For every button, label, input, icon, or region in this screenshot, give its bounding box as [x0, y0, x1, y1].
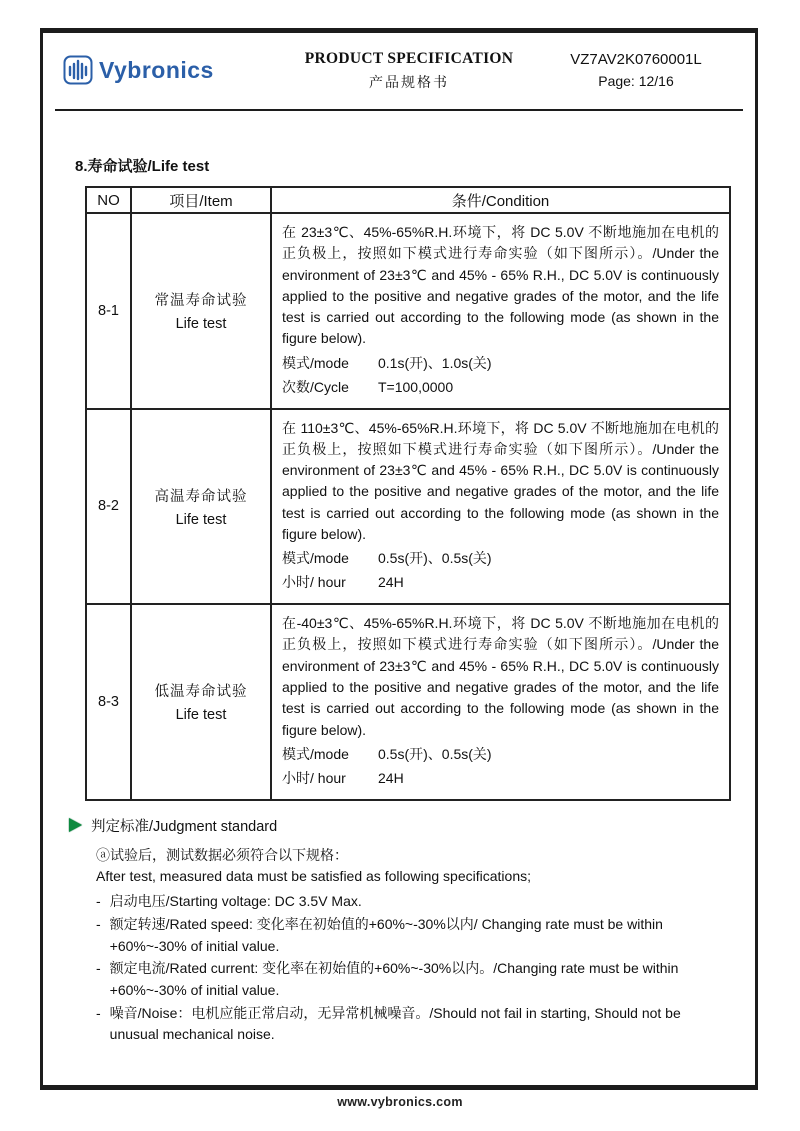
condition-paragraph [282, 222, 719, 350]
mode-label: 模式/mode [282, 745, 349, 762]
bullet-marker: - [96, 893, 101, 910]
cycle-label: 次数/Cycle [282, 378, 349, 395]
judgment-standard-heading [69, 815, 727, 836]
judgment-intro-en: After test, measured data must be satisfied as following specifications; [96, 868, 531, 885]
item-name-zh: 高温寿命试验 [154, 488, 248, 505]
mode-label: 模式/mode [282, 354, 349, 371]
logo-wordmark: Vybronics [99, 56, 214, 83]
vibration-waveform-icon [63, 55, 93, 85]
row-no: 8-3 [86, 604, 131, 800]
cycle-line [282, 377, 719, 398]
condition-text-en: /Under the environment of 23±3℃ and 45% - 65% R.H., DC 5.0V is continuously applied to the positive and negative grades of the motor, and the life test is carried out according to the following mode (as shown in the figure below). [282, 636, 720, 738]
judgment-intro-zh: ⓐ试验后，测试数据必须符合以下规格： [96, 846, 348, 863]
mode-value: 0.5s(开)、0.5s(关) [378, 550, 492, 567]
mode-label: 模式/mode [282, 550, 349, 567]
condition-paragraph [282, 418, 719, 546]
mode-value: 0.5s(开)、0.5s(关) [378, 745, 492, 762]
hour-label: 小时/ hour [282, 574, 346, 591]
bullet-text: 额定电流/Rated current: 变化率在初始值的+60%~-30%以内。/Changing rate must be within +60%~-30% of initial value. [109, 960, 679, 998]
condition-text-zh: 在 23±3℃、45%-65%R.H.环境下，将 DC 5.0V 不断地施加在电机的正负极上，按照如下模式进行寿命实验（如下图所示）。 [282, 224, 719, 262]
vybronics-logo [57, 55, 287, 85]
table-row [86, 409, 730, 605]
column-header-condition: 条件/Condition [271, 187, 730, 213]
list-item [96, 891, 724, 913]
row-no: 8-1 [86, 213, 131, 409]
condition-text-zh: 在 110±3℃、45%-65%R.H.环境下，将 DC 5.0V 不断地施加在电机的正负极上，按照如下模式进行寿命实验（如下图所示）。 [282, 419, 719, 457]
table-row [86, 213, 730, 409]
page-content [43, 155, 755, 1046]
mode-value: 0.1s(开)、1.0s(关) [378, 354, 492, 371]
row-condition [271, 409, 730, 605]
bullet-marker: - [96, 960, 101, 977]
hour-line [282, 572, 719, 593]
mode-line [282, 548, 719, 569]
judgment-standard-title: 判定标准/Judgment standard [91, 818, 278, 835]
condition-text-en: /Under the environment of 23±3℃ and 45% - 65% R.H., DC 5.0V is continuously applied to the positive and negative grades of the motor, and the life test is carried out according to the following mode (as shown in the figure below). [282, 440, 720, 542]
item-name-zh: 低温寿命试验 [154, 684, 248, 701]
row-item [131, 604, 271, 800]
bullet-marker: - [96, 915, 101, 932]
section-title: 8.寿命试验/Life test [75, 158, 210, 175]
item-name-zh: 常温寿命试验 [154, 293, 248, 310]
judgment-intro [96, 845, 724, 888]
list-item [96, 1003, 724, 1046]
row-item [131, 409, 271, 605]
item-name-en: Life test [175, 511, 227, 528]
row-no: 8-2 [86, 409, 131, 605]
document-meta [531, 51, 741, 90]
life-test-table [85, 186, 731, 801]
hour-label: 小时/ hour [282, 769, 346, 786]
cycle-value: T=100,0000 [378, 378, 454, 395]
header [43, 33, 755, 103]
page-frame [40, 28, 758, 1090]
judgment-standard-section [69, 815, 727, 1046]
bullet-marker: - [96, 1004, 101, 1021]
triangle-right-icon [69, 818, 82, 832]
column-header-item: 项目/Item [131, 187, 271, 213]
document-title-zh: 产品规格书 [369, 73, 449, 90]
list-item [96, 914, 724, 957]
table-row [86, 604, 730, 800]
hour-value: 24H [378, 574, 404, 591]
judgment-bullet-list [96, 891, 724, 1046]
row-condition [271, 604, 730, 800]
document-title [287, 50, 531, 90]
row-item [131, 213, 271, 409]
row-condition [271, 213, 730, 409]
hour-value: 24H [378, 769, 404, 786]
bullet-text: 额定转速/Rated speed: 变化率在初始值的+60%~-30%以内/ Changing rate must be within +60%~-30% of initial value. [109, 915, 663, 954]
list-item [96, 958, 724, 1001]
column-header-no: NO [86, 187, 131, 213]
hour-line [282, 768, 719, 789]
footer-url: www.vybronics.com [337, 1095, 463, 1109]
condition-paragraph [282, 613, 719, 741]
item-name-en: Life test [175, 707, 227, 724]
bullet-text: 噪音/Noise：电机应能正常启动，无异常机械噪音。/Should not fail in starting, Should not be unusual mechanical noise. [109, 1004, 681, 1043]
item-name-en: Life test [175, 316, 227, 333]
mode-line [282, 353, 719, 374]
part-number: VZ7AV2K0760001L [570, 50, 702, 68]
document-title-en: PRODUCT SPECIFICATION [304, 50, 514, 68]
bullet-text: 启动电压/Starting voltage: DC 3.5V Max. [109, 893, 362, 910]
condition-text-en: /Under the environment of 23±3℃ and 45% - 65% R.H., DC 5.0V is continuously applied to the positive and negative grades of the motor, and the life test is carried out according to the following mode (as shown in the figure below). [282, 245, 720, 347]
table-header-row [86, 187, 730, 213]
judgment-standard-body [96, 845, 724, 1046]
condition-text-zh: 在-40±3℃、45%-65%R.H.环境下，将 DC 5.0V 不断地施加在电机的正负极上，按照如下模式进行寿命实验（如下图所示）。 [282, 615, 719, 653]
header-divider [55, 109, 743, 111]
mode-line [282, 744, 719, 765]
page-number: Page: 12/16 [598, 72, 674, 89]
